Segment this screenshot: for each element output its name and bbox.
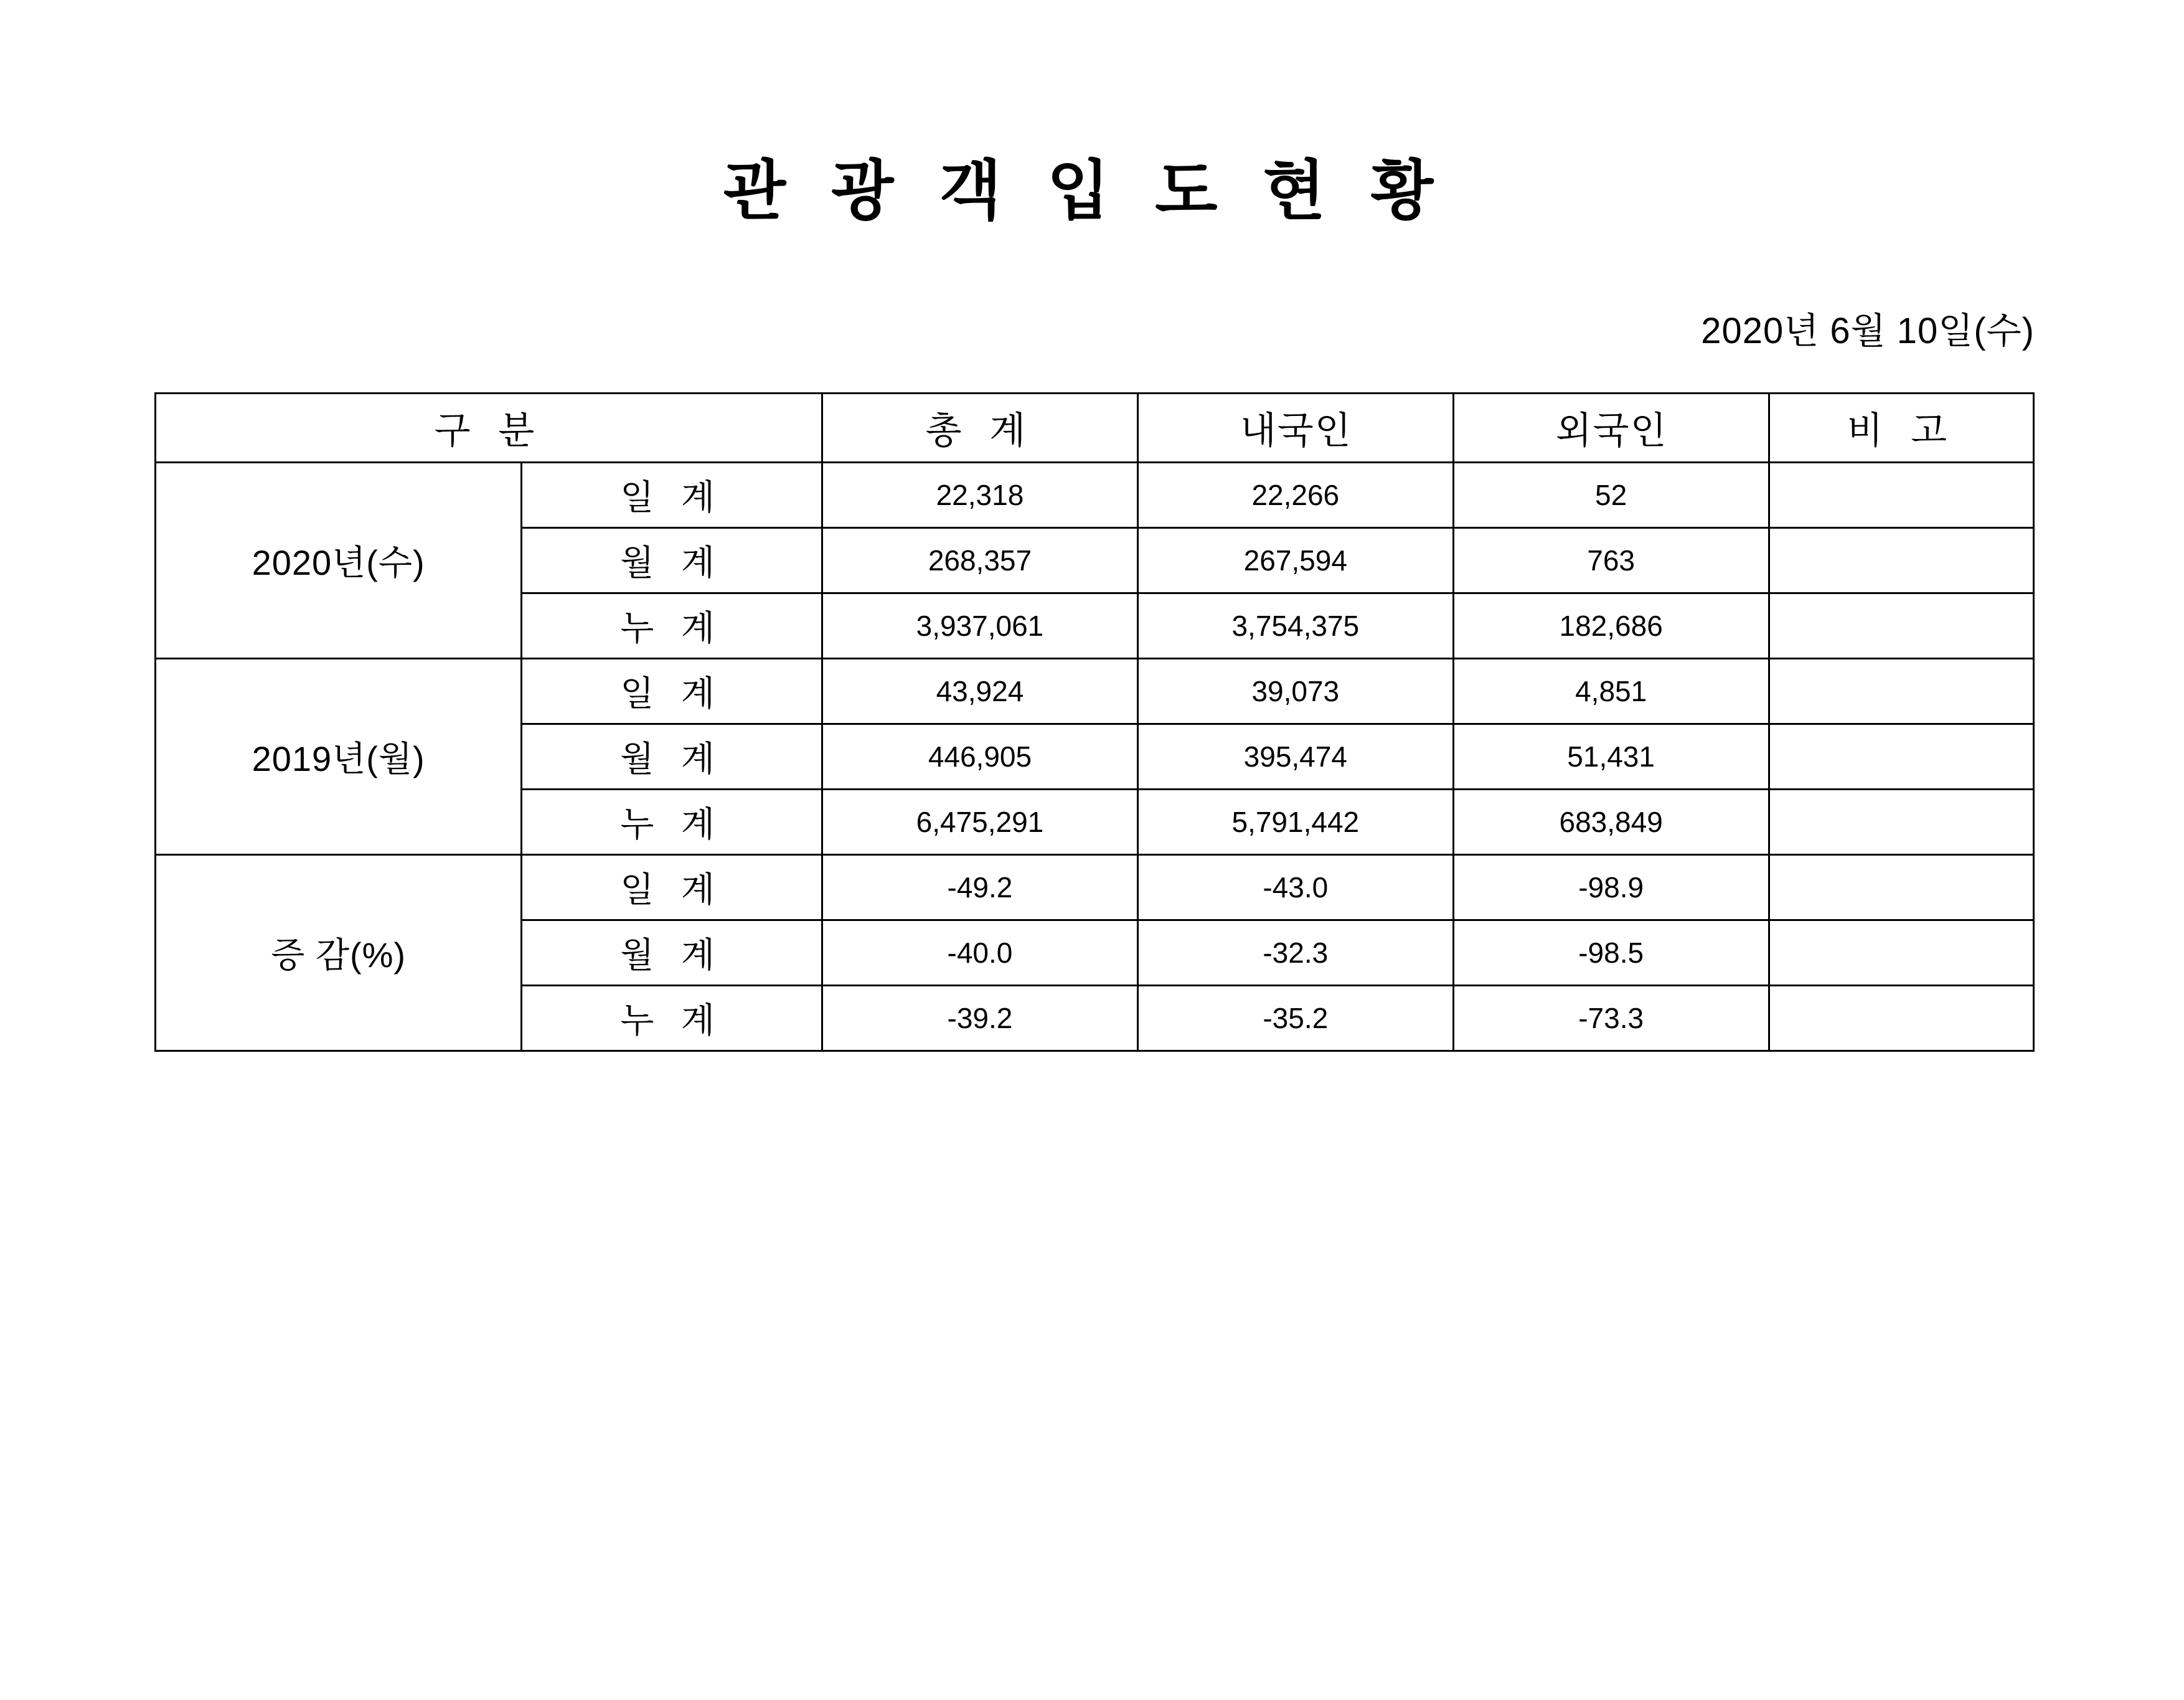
value-note bbox=[1769, 659, 2033, 724]
table-container bbox=[0, 392, 2184, 1052]
value-foreign: 52 bbox=[1453, 463, 1769, 528]
value-foreign: 683,849 bbox=[1453, 790, 1769, 855]
document-page bbox=[0, 156, 2184, 1700]
sub-label-cumulative: 누 계 bbox=[522, 593, 822, 659]
sub-label-cumulative: 누 계 bbox=[522, 790, 822, 855]
sub-label-daily: 일 계 bbox=[522, 855, 822, 920]
value-note bbox=[1769, 593, 2033, 659]
sub-label-daily: 일 계 bbox=[522, 659, 822, 724]
value-domestic: 3,754,375 bbox=[1137, 593, 1453, 659]
value-domestic: 5,791,442 bbox=[1137, 790, 1453, 855]
value-domestic: 267,594 bbox=[1137, 528, 1453, 593]
value-total: -39.2 bbox=[822, 986, 1138, 1051]
value-note bbox=[1769, 528, 2033, 593]
value-total: 22,318 bbox=[822, 463, 1138, 528]
table-header-row bbox=[156, 394, 2034, 463]
value-total: 3,937,061 bbox=[822, 593, 1138, 659]
value-note bbox=[1769, 724, 2033, 790]
value-domestic: 395,474 bbox=[1137, 724, 1453, 790]
value-note bbox=[1769, 920, 2033, 986]
table-row bbox=[156, 855, 2034, 920]
sub-label-daily: 일 계 bbox=[522, 463, 822, 528]
sub-label-monthly: 월 계 bbox=[522, 528, 822, 593]
value-foreign: 763 bbox=[1453, 528, 1769, 593]
page-title: 관 광 객 입 도 현 황 bbox=[723, 155, 1447, 227]
report-date: 2020년 6월 10일(수) bbox=[1701, 311, 2035, 352]
header-domestic: 내국인 bbox=[1137, 394, 1453, 463]
value-domestic: 39,073 bbox=[1137, 659, 1453, 724]
table-row bbox=[156, 659, 2034, 724]
value-total: 268,357 bbox=[822, 528, 1138, 593]
group-label-change: 증 감(%) bbox=[156, 855, 522, 1051]
header-category: 구 분 bbox=[156, 394, 822, 463]
value-note bbox=[1769, 463, 2033, 528]
sub-label-cumulative: 누 계 bbox=[522, 986, 822, 1051]
value-total: 446,905 bbox=[822, 724, 1138, 790]
value-foreign: -98.5 bbox=[1453, 920, 1769, 986]
header-foreign: 외국인 bbox=[1453, 394, 1769, 463]
table-row bbox=[156, 463, 2034, 528]
value-domestic: -32.3 bbox=[1137, 920, 1453, 986]
sub-label-monthly: 월 계 bbox=[522, 724, 822, 790]
header-total: 총 계 bbox=[822, 394, 1138, 463]
value-total: -40.0 bbox=[822, 920, 1138, 986]
value-note bbox=[1769, 855, 2033, 920]
tourist-arrivals-table bbox=[154, 392, 2035, 1052]
value-note bbox=[1769, 790, 2033, 855]
value-note bbox=[1769, 986, 2033, 1051]
value-total: 43,924 bbox=[822, 659, 1138, 724]
sub-label-monthly: 월 계 bbox=[522, 920, 822, 986]
value-total: 6,475,291 bbox=[822, 790, 1138, 855]
value-foreign: 51,431 bbox=[1453, 724, 1769, 790]
value-domestic: -35.2 bbox=[1137, 986, 1453, 1051]
value-foreign: 4,851 bbox=[1453, 659, 1769, 724]
group-label-2019: 2019년(월) bbox=[156, 659, 522, 855]
value-foreign: -73.3 bbox=[1453, 986, 1769, 1051]
group-label-2020: 2020년(수) bbox=[156, 463, 522, 659]
value-foreign: 182,686 bbox=[1453, 593, 1769, 659]
value-foreign: -98.9 bbox=[1453, 855, 1769, 920]
value-domestic: -43.0 bbox=[1137, 855, 1453, 920]
header-note: 비 고 bbox=[1769, 394, 2033, 463]
value-domestic: 22,266 bbox=[1137, 463, 1453, 528]
value-total: -49.2 bbox=[822, 855, 1138, 920]
